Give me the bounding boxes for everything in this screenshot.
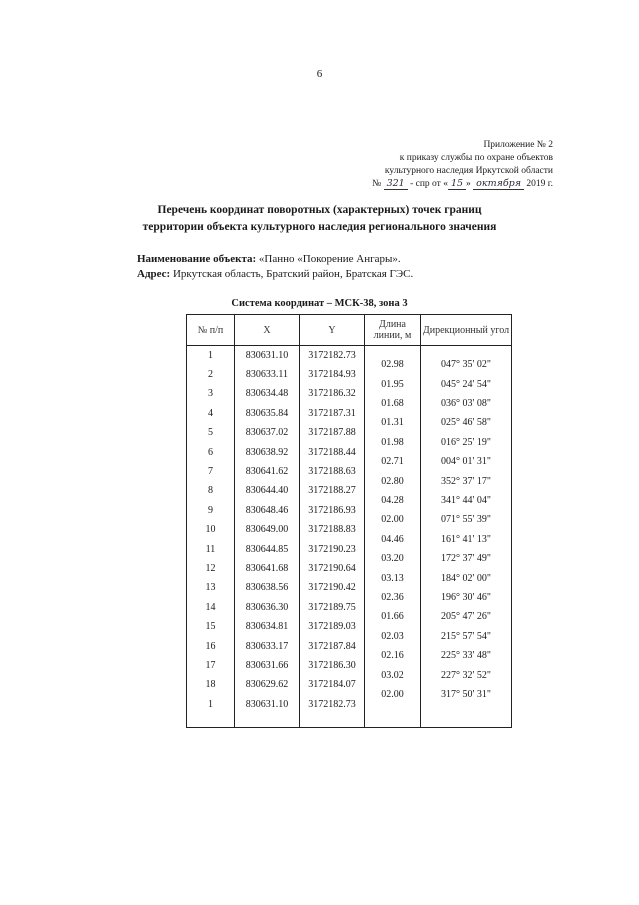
segment-length-cell: 04.28 — [381, 495, 404, 506]
point-number-cell: 1 — [208, 698, 213, 710]
segment-angle-cell: 352° 37' 17" — [441, 475, 491, 487]
point-number-cell: 4 — [208, 407, 213, 419]
segment-angle-cell: 025° 46' 58" — [441, 417, 491, 429]
point-y-cell: 3172184.93 — [308, 368, 356, 380]
order-date-prefix: - спр от « — [410, 179, 448, 189]
point-number-cell: 5 — [208, 427, 213, 439]
point-number-cell: 14 — [205, 601, 216, 613]
segment-angle-cell: 215° 57' 54" — [441, 630, 491, 642]
point-x-cell: 830638.56 — [245, 582, 289, 594]
order-year: 2019 г. — [526, 179, 553, 189]
point-number-cell: 1 — [208, 349, 213, 361]
segment-angle-cell: 045° 24' 54" — [441, 378, 491, 390]
segment-length-cell: 04.46 — [381, 533, 404, 545]
segment-length-cell: 02.36 — [381, 592, 404, 603]
point-y-cell: 3172187.84 — [308, 640, 356, 652]
header-length: Длина линии, м — [365, 315, 421, 346]
point-x-cell: 830641.68 — [245, 562, 289, 574]
segment-angle-cell: 196° 30' 46" — [441, 592, 491, 603]
length-column — [365, 346, 421, 728]
point-x-cell: 830631.10 — [245, 349, 289, 361]
table-header-row — [187, 315, 512, 346]
segment-angle-cell: 071° 55' 39" — [441, 514, 491, 526]
point-number-cell: 13 — [205, 582, 216, 594]
segment-length-cell: 01.66 — [381, 611, 404, 623]
point-y-cell: 3172188.27 — [308, 485, 356, 497]
point-x-cell: 830644.85 — [245, 543, 289, 555]
point-y-cell: 3172190.64 — [308, 562, 356, 574]
point-y-cell: 3172190.23 — [308, 543, 356, 555]
point-number-cell: 2 — [208, 368, 213, 380]
page-number: 6 — [316, 68, 323, 80]
header-y: Y — [300, 315, 365, 346]
point-y-cell: 3172186.30 — [308, 659, 356, 671]
point-x-cell: 830649.00 — [245, 524, 289, 536]
point-x-cell: 830637.02 — [245, 427, 289, 439]
coordinates-table — [186, 314, 512, 728]
point-x-cell: 830629.62 — [245, 679, 289, 691]
order-day: 15 — [448, 178, 466, 190]
segment-length-cell: 02.71 — [381, 456, 404, 468]
segment-angle-cell: 016° 25' 19" — [441, 436, 491, 448]
object-name-row — [137, 252, 413, 267]
segment-angle-cell: 004° 01' 31" — [441, 456, 491, 468]
point-y-cell: 3172184.07 — [308, 679, 356, 691]
point-number-cell: 3 — [208, 388, 213, 400]
object-address-row — [137, 267, 413, 282]
point-y-cell: 3172188.63 — [308, 465, 356, 477]
x-column — [235, 346, 300, 728]
segment-length-cell: 03.20 — [381, 553, 404, 565]
point-y-cell: 3172190.42 — [308, 582, 356, 594]
point-number-cell: 7 — [208, 465, 213, 477]
document-heading — [0, 202, 639, 236]
y-column — [300, 346, 365, 728]
point-x-cell: 830633.11 — [245, 368, 289, 380]
segment-length-cell: 02.16 — [381, 650, 404, 662]
point-x-cell: 830634.48 — [245, 388, 289, 400]
segment-angle-cell: 172° 37' 49" — [441, 553, 491, 565]
point-y-cell: 3172187.31 — [308, 407, 356, 419]
point-x-cell: 830631.10 — [245, 698, 289, 710]
segment-length-cell: 02.03 — [381, 630, 404, 642]
point-y-cell: 3172186.93 — [308, 504, 356, 516]
segment-angle-cell: 036° 03' 08" — [441, 398, 491, 409]
order-number-prefix: № — [372, 179, 382, 189]
point-number-cell: 6 — [208, 446, 213, 458]
point-y-cell: 3172186.32 — [308, 388, 356, 400]
object-name-value: «Панно «Покорение Ангары». — [258, 253, 401, 265]
point-number-cell: 9 — [208, 504, 213, 516]
appendix-title: Приложение № 2 — [483, 140, 553, 150]
object-address-value: Иркутская область, Братский район, Братская ГЭС. — [172, 268, 414, 280]
segment-angle-cell: 317° 50' 31" — [441, 689, 491, 700]
segment-angle-cell: 227° 32' 52" — [441, 669, 491, 681]
header-point-number: № п/п — [187, 315, 235, 346]
point-y-cell: 3172188.83 — [308, 524, 356, 536]
segment-angle-cell: 341° 44' 04" — [441, 495, 491, 506]
coordinate-system-title: Система координат – МСК-38, зона 3 — [231, 298, 408, 309]
object-address-label: Адрес: — [137, 268, 171, 280]
header-angle: Дирекционный угол — [421, 315, 512, 346]
point-number-cell: 11 — [205, 543, 216, 555]
segment-length-cell: 03.02 — [381, 669, 404, 681]
point-x-cell: 830633.17 — [245, 640, 289, 652]
segment-length-cell: 02.00 — [381, 689, 404, 700]
appendix-order-line: № 321 - спр от « 15 » октября 2019 г. — [372, 178, 553, 189]
point-x-cell: 830635.84 — [245, 407, 289, 419]
point-number-cell: 18 — [205, 679, 216, 691]
order-number: 321 — [384, 178, 408, 190]
table-body-row — [187, 346, 512, 728]
point-y-cell: 3172182.73 — [308, 349, 356, 361]
heading-line-2: территории объекта культурного наследия регионального значения — [142, 221, 497, 233]
segment-angle-cell: 047° 35' 02" — [441, 359, 491, 371]
segment-length-cell: 03.13 — [381, 572, 404, 584]
segment-length-cell: 02.80 — [381, 475, 404, 487]
segment-length-cell: 02.00 — [381, 514, 404, 526]
order-month: октября — [473, 178, 524, 190]
point-number-cell: 17 — [205, 659, 216, 671]
point-x-cell: 830644.40 — [245, 485, 289, 497]
segment-angle-cell: 205° 47' 26" — [441, 611, 491, 623]
point-y-cell: 3172187.88 — [308, 427, 356, 439]
point-y-cell: 3172189.75 — [308, 601, 356, 613]
point-x-cell: 830636.30 — [245, 601, 289, 613]
point-y-cell: 3172189.03 — [308, 621, 356, 633]
segment-length-cell: 02.98 — [381, 359, 404, 371]
point-x-cell: 830631.66 — [245, 659, 289, 671]
object-name-label: Наименование объекта: — [137, 253, 257, 265]
point-x-cell: 830634.81 — [245, 621, 289, 633]
point-x-cell: 830641.62 — [245, 465, 289, 477]
point-y-cell: 3172182.73 — [308, 698, 356, 710]
angle-column — [421, 346, 512, 728]
header-x: X — [235, 315, 300, 346]
point-number-cell: 8 — [208, 485, 213, 497]
appendix-block — [372, 139, 553, 191]
segment-length-cell: 01.31 — [381, 417, 404, 429]
point-x-cell: 830638.92 — [245, 446, 289, 458]
segment-angle-cell: 225° 33' 48" — [441, 650, 491, 662]
point-number-cell: 10 — [205, 524, 216, 536]
point-y-cell: 3172188.44 — [308, 446, 356, 458]
segment-angle-cell: 184° 02' 00" — [441, 572, 491, 584]
segment-length-cell: 01.68 — [381, 398, 404, 409]
appendix-authority: культурного наследия Иркутской области — [384, 166, 553, 176]
point-number-cell: 16 — [205, 640, 216, 652]
appendix-order-ref: к приказу службы по охране объектов — [399, 153, 553, 163]
object-info — [137, 252, 413, 282]
segment-length-cell: 01.95 — [381, 378, 404, 390]
segment-length-cell: 01.98 — [381, 436, 404, 448]
point-x-cell: 830648.46 — [245, 504, 289, 516]
point-number-cell: 12 — [205, 562, 216, 574]
segment-angle-cell: 161° 41' 13" — [441, 533, 491, 545]
point-number-column — [187, 346, 235, 728]
heading-line-1: Перечень координат поворотных (характерных) точек границ — [157, 204, 482, 216]
point-number-cell: 15 — [205, 621, 216, 633]
